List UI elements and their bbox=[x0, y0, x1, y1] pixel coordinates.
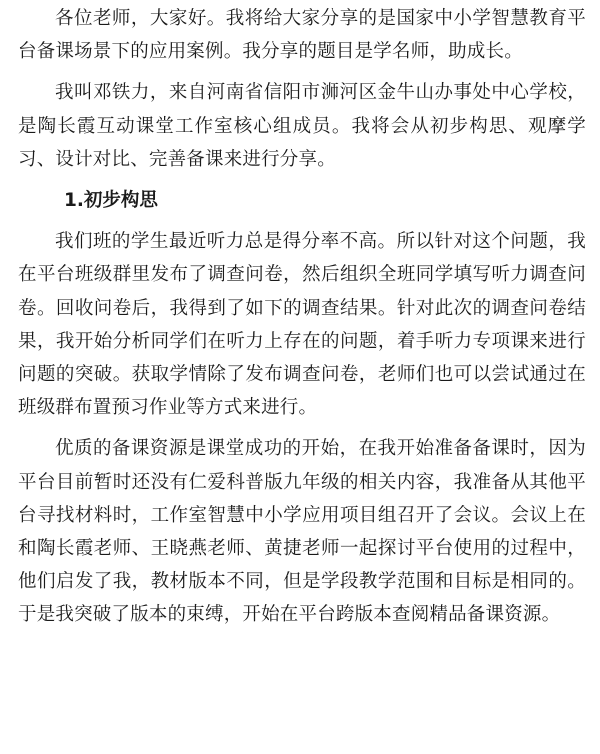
intro-paragraph: 各位老师，大家好。我将给大家分享的是国家中小学智慧教育平台备课场景下的应用案例。我分享的题目是学名师，助成长。 bbox=[18, 8, 586, 63]
paragraph-gap bbox=[18, 217, 586, 225]
self-introduction-paragraph: 我叫邓铁力，来自河南省信阳市浉河区金牛山办事处中心学校，是陶长霞互动课堂工作室核心组成员。我将会从初步构思、观摩学习、设计对比、完善备课来进行分享。 bbox=[18, 82, 586, 170]
paragraph-gap bbox=[18, 176, 586, 184]
listening-survey-paragraph: 我们班的学生最近听力总是得分率不高。所以针对这个问题，我在平台班级群里发布了调查问卷，然后组织全班同学填写听力调查问卷。回收问卷后，我得到了如下的调查结果。针对此次的调查问卷结果，我开始分析同学们在听力上存在的问题，着手听力专项课来进行问题的突破。获取学情除了发布调查问卷，老师们也可以尝试通过在班级群布置预习作业等方式来进行。 bbox=[18, 231, 586, 419]
paragraph-gap bbox=[18, 68, 586, 76]
section-heading-1: 1.初步构思 bbox=[64, 190, 158, 212]
paragraph-gap bbox=[18, 424, 586, 432]
resources-paragraph: 优质的备课资源是课堂成功的开始，在我开始准备备课时，因为平台目前暂时还没有仁爱科普版九年级的相关内容，我准备从其他平台寻找材料时，工作室智慧中小学应用项目组召开了会议。会议上在和陶长霞老师、王晓燕老师、黄捷老师一起探讨平台使用的过程中，他们启发了我，教材版本不同，但是学段教学范围和目标是相同的。于是我突破了版本的束缚，开始在平台跨版本查阅精品备课资源。 bbox=[18, 438, 586, 626]
